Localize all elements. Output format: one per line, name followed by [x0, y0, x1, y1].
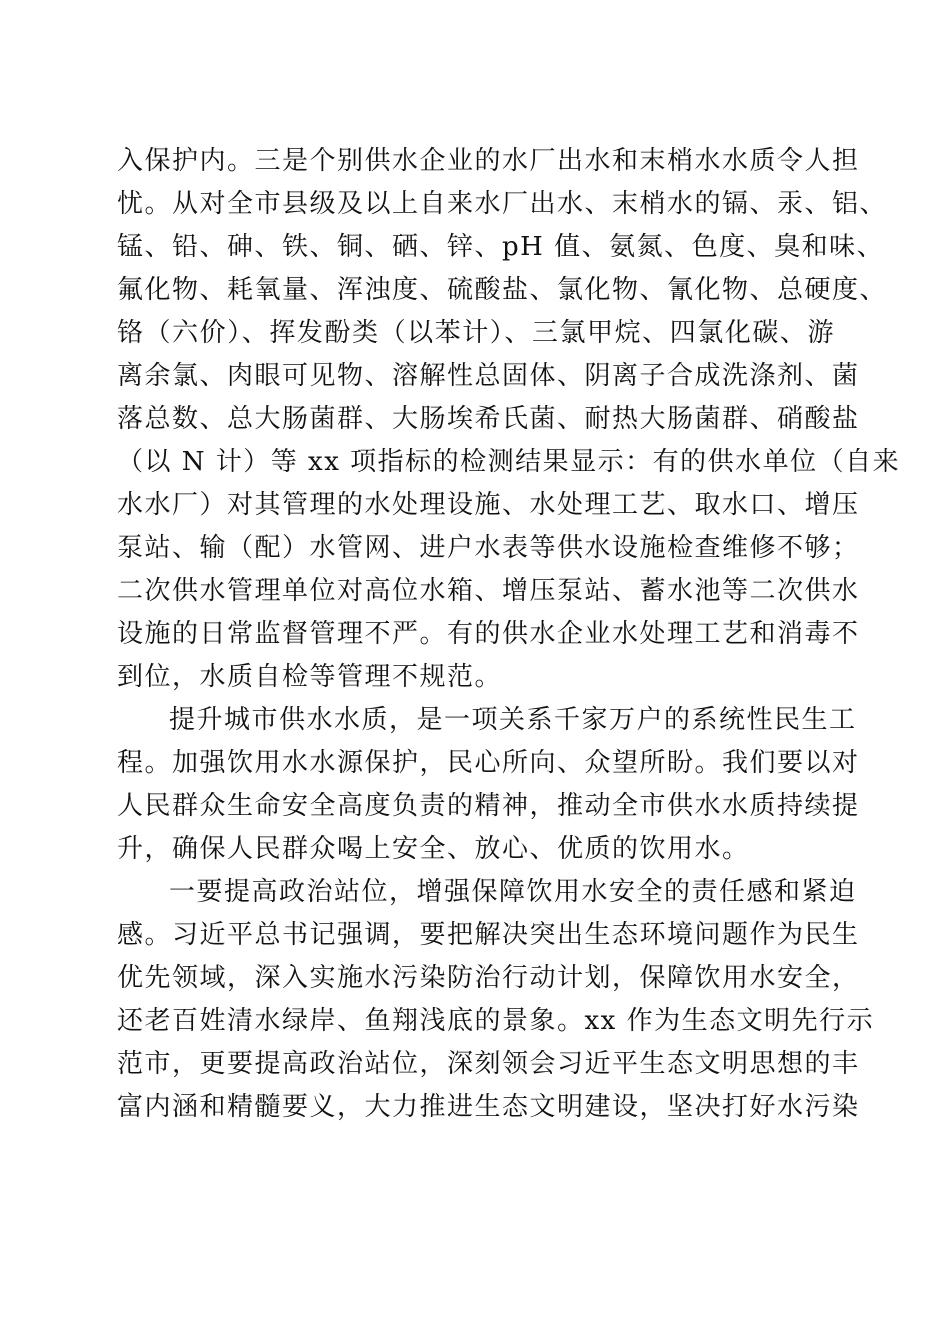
text-line: 二次供水管理单位对高位水箱、增压泵站、蓄水池等二次供水 [117, 576, 860, 606]
text-line: 感。习近平总书记强调，要把解决突出生态环境问题作为民生 [117, 920, 860, 950]
text-line: 锰、铅、砷、铁、铜、硒、锌、pH 值、氨氮、色度、臭和味、 [117, 232, 885, 262]
text-line: 程。加强饮用水水源保护，民心所向、众望所盼。我们要以对 [117, 748, 860, 778]
text-line: 入保护内。三是个别供水企业的水厂出水和末梢水水质令人担 [117, 146, 860, 176]
text-line: 忧。从对全市县级及以上自来水厂出水、末梢水的镉、汞、铝、 [117, 189, 888, 219]
paragraph-first-line: 一要提高政治站位，增强保障饮用水安全的责任感和紧迫 [169, 877, 857, 907]
paragraph-first-line: 提升城市供水水质，是一项关系千家万户的系统性民生工 [169, 705, 857, 735]
document-body [117, 140, 901, 1129]
text-line: 氟化物、耗氧量、浑浊度、硫酸盐、氯化物、氰化物、总硬度、 [117, 275, 888, 305]
text-line: 范市，更要提高政治站位，深刻领会习近平生态文明思想的丰 [117, 1049, 860, 1079]
text-line: 泵站、输（配）水管网、进户水表等供水设施检查维修不够； [117, 533, 860, 563]
text-line: 水水厂）对其管理的水处理设施、水处理工艺、取水口、增压 [117, 490, 860, 520]
text-line: 铬（六价）、挥发酚类（以苯计）、三氯甲烷、四氯化碳、游 [117, 318, 835, 348]
text-line: 升，确保人民群众喝上安全、放心、优质的饮用水。 [117, 834, 750, 864]
text-line: 设施的日常监督管理不严。有的供水企业水处理工艺和消毒不 [117, 619, 860, 649]
text-line: 还老百姓清水绿岸、鱼翔浅底的景象。xx 作为生态文明先行示 [117, 1006, 875, 1036]
text-line: 人民群众生命安全高度负责的精神，推动全市供水水质持续提 [117, 791, 860, 821]
text-line: （以 N 计）等 xx 项指标的检测结果显示：有的供水单位（自来 [117, 447, 901, 477]
text-line: 到位，水质自检等管理不规范。 [117, 662, 503, 692]
text-line: 离余氯、肉眼可见物、溶解性总固体、阴离子合成洗涤剂、菌 [117, 361, 860, 391]
text-line: 富内涵和精髓要义，大力推进生态文明建设，坚决打好水污染 [117, 1092, 860, 1122]
text-line: 优先领域，深入实施水污染防治行动计划，保障饮用水安全， [117, 963, 860, 993]
text-line: 落总数、总大肠菌群、大肠埃希氏菌、耐热大肠菌群、硝酸盐 [117, 404, 860, 434]
